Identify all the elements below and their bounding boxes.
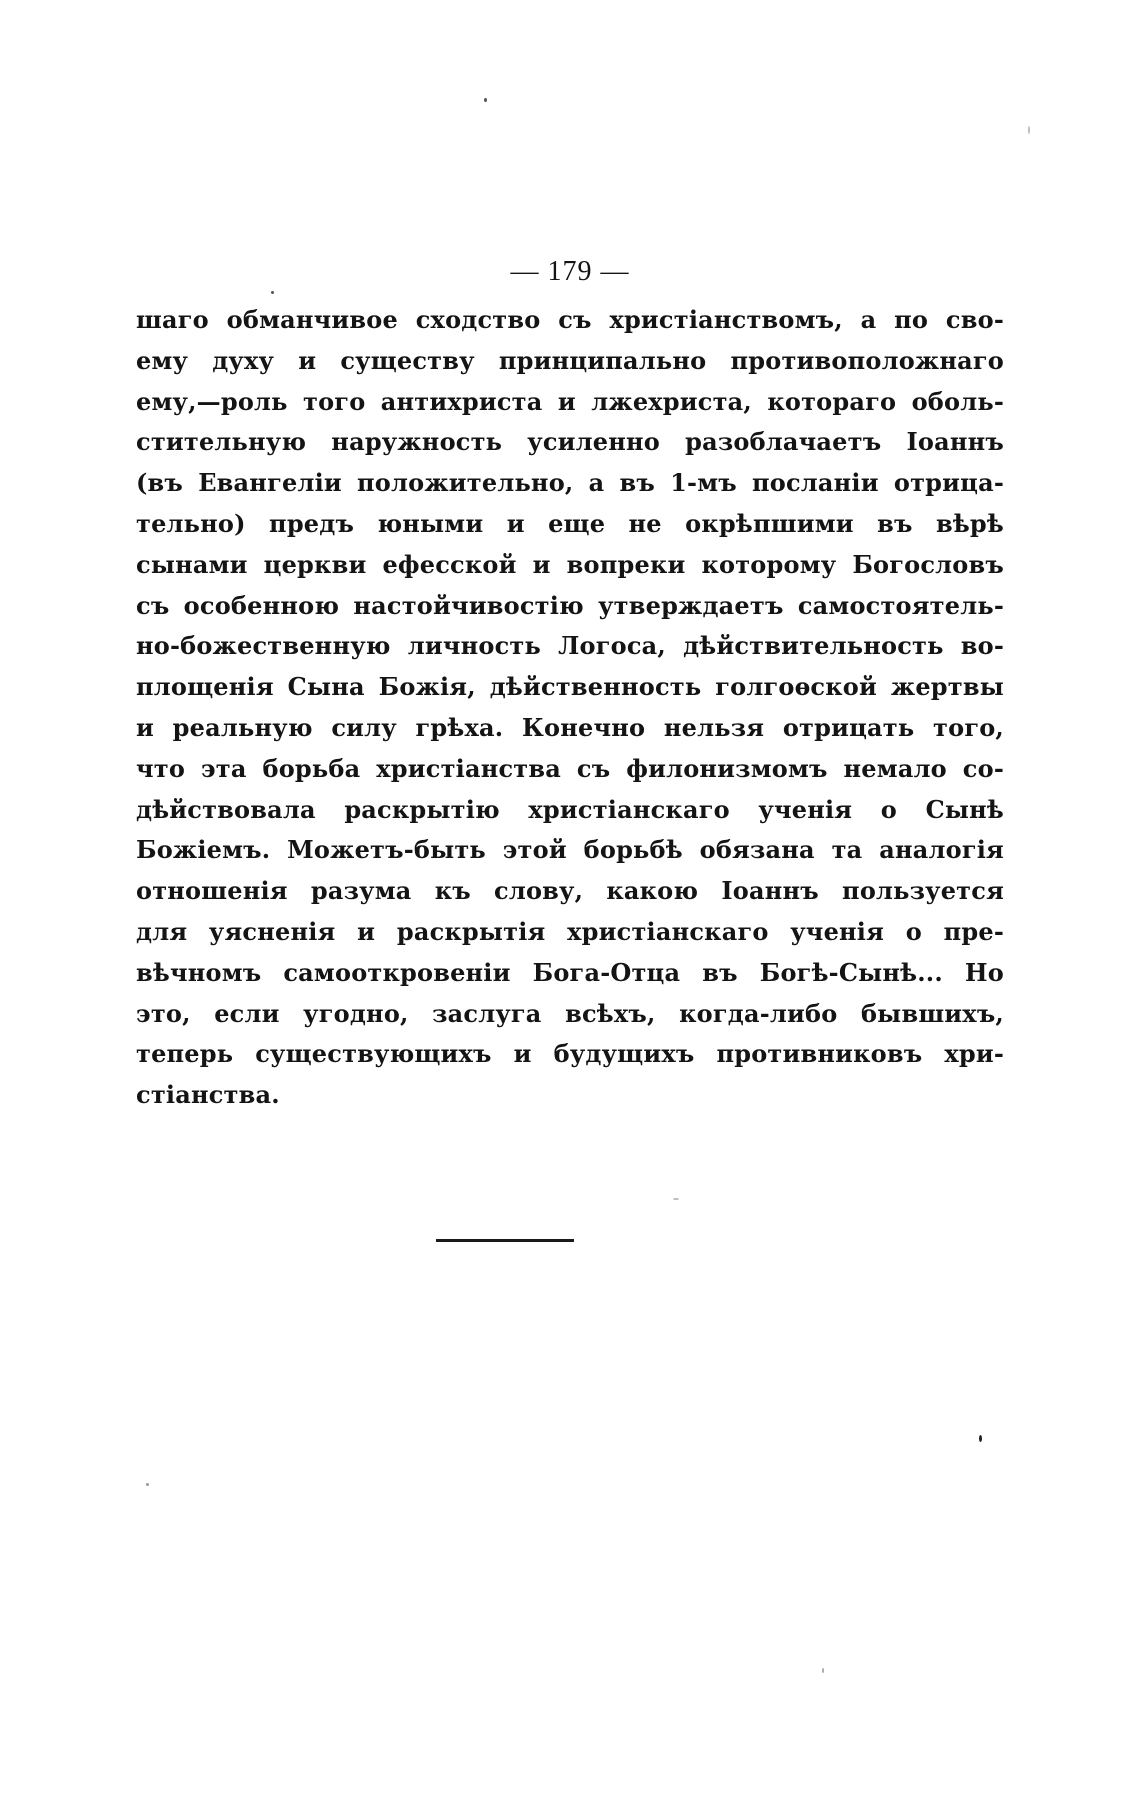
end-of-chapter-rule	[436, 1239, 574, 1242]
scan-speck	[484, 98, 487, 102]
text-line: съ особенною настойчивостію утверждаетъ самостоятель-	[136, 590, 1004, 620]
text-line: но-божественную личность Логоса, дѣйствительность во-	[136, 631, 1004, 661]
text-line: площенія Сына Божія, дѣйственность голгоѳской жертвы	[136, 672, 1004, 702]
scan-speck	[822, 1668, 824, 1673]
text-line: ему духу и существу принципально противоположнаго	[136, 345, 1004, 375]
text-line: ему,—роль того антихриста и лжехриста, котораго оболь-	[136, 386, 1004, 416]
text-line: дѣйствовала раскрытію христіанскаго ученія о Сынѣ	[136, 794, 1004, 824]
text-line: теперь существующихъ и будущихъ противниковъ хри-	[136, 1039, 1004, 1069]
body-text	[136, 300, 1004, 1116]
text-line: отношенія разума къ слову, какою Іоаннъ пользуется	[136, 876, 1004, 906]
scan-speck	[146, 1483, 149, 1486]
text-line: стительную наружность усиленно разоблачаетъ Іоаннъ	[136, 427, 1004, 457]
text-line: это, если угодно, заслуга всѣхъ, когда-либо бывшихъ,	[136, 998, 1004, 1028]
text-line: (въ Евангеліи положительно, а въ 1-мъ посланіи отрица-	[136, 468, 1004, 498]
scan-speck	[1028, 126, 1030, 134]
text-line: сынами церкви ефесской и вопреки которому Богословъ	[136, 549, 1004, 579]
text-line: и реальную силу грѣха. Конечно нельзя отрицать того,	[136, 712, 1004, 742]
scan-speck	[271, 291, 274, 294]
page-number: — 179 —	[510, 256, 630, 287]
text-line: тельно) предъ юными и еще не окрѣпшими въ вѣрѣ	[136, 508, 1004, 538]
text-line: что эта борьба христіанства съ филонизмомъ немало со-	[136, 753, 1004, 783]
text-line: для уясненія и раскрытія христіанскаго ученія о пре-	[136, 916, 1004, 946]
text-line: стіанства.	[136, 1080, 280, 1110]
text-line: шаго обманчивое сходство съ христіанствомъ, а по сво-	[136, 305, 1004, 334]
text-line: Божіемъ. Можетъ-быть этой борьбѣ обязана та аналогія	[136, 835, 1004, 865]
scan-speck	[673, 1198, 679, 1200]
scan-speck	[979, 1435, 982, 1442]
text-line: вѣчномъ самооткровеніи Бога-Отца въ Богѣ-Сынѣ... Но	[136, 957, 1004, 987]
